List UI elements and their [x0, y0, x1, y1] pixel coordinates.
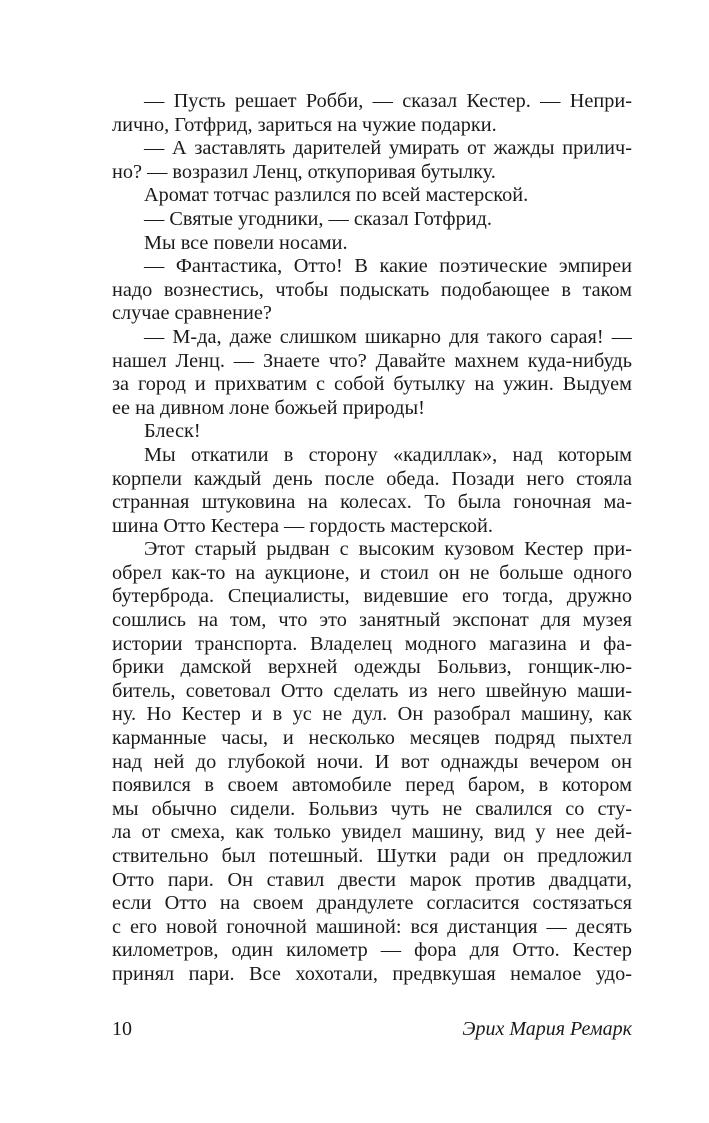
text-line: нашел Ленц. — Знаете что? Давайте махнем куда-нибудь [112, 349, 632, 372]
text-line: карманные часы, и несколько месяцев подряд пыхтел [112, 727, 632, 750]
text-line: Отто пари. Он ставил двести марок против двадцати, [112, 868, 632, 891]
text-line: битель, советовал Отто сделать из него швейную маши- [112, 679, 632, 702]
body-text [112, 90, 632, 987]
text-line: Мы откатили в сторону «кадиллак», над которым [144, 443, 632, 466]
page-footer [112, 1016, 632, 1042]
text-line: принял пари. Все хохотали, предвкушая немалое удо- [112, 962, 632, 985]
text-line: шина Отто Кестера — гордость мастерской. [112, 514, 493, 537]
text-line: если Отто на своем драндулете согласится состязаться [112, 892, 632, 915]
text-line: сошлись на том, что это занятный экспонат для музея [112, 609, 632, 632]
text-line: случае сравнение? [112, 302, 272, 325]
text-line: появился в своем автомобиле перед баром, в котором [112, 774, 632, 797]
text-line: Блеск! [144, 420, 201, 443]
text-line: бутерброда. Специалисты, видевшие его тогда, дружно [112, 585, 632, 608]
text-line: ствительно был потешный. Шутки ради он предложил [112, 845, 632, 867]
text-line: ла от смеха, как только увидел машину, вид у нее дей- [112, 821, 632, 844]
text-line: — М-да, даже слишком шикарно для такого сарая! — [144, 325, 632, 348]
text-line: брики дамской верхней одежды Больвиз, гонщик-лю- [112, 656, 632, 679]
text-line: километров, один километр — фора для Отто. Кестер [112, 939, 632, 962]
text-line: — А заставлять дарителей умирать от жажды прилич- [144, 137, 632, 160]
text-line: корпели каждый день после обеда. Позади него стояла [112, 467, 632, 490]
text-line: истории транспорта. Владелец модного магазина и фа- [112, 632, 632, 655]
text-line: ну. Но Кестер и в ус не дул. Он разобрал машину, как [112, 703, 632, 726]
text-line: над ней до глубокой ночи. И вот однажды вечером он [112, 750, 632, 773]
running-title: Эрих Мария Ремарк [462, 1018, 632, 1040]
text-line: Аромат тотчас разлился по всей мастерской. [144, 184, 529, 207]
text-line: — Фантастика, Отто! В какие поэтические эмпиреи [144, 255, 632, 278]
text-line: — Святые угодники, — сказал Готфрид. [144, 207, 492, 230]
text-line: Этот старый рыдван с высоким кузовом Кестер при- [144, 538, 632, 561]
text-line: обрел как-то на аукционе, и стоил он не больше одного [112, 561, 632, 584]
text-line: странная штуковина на колесах. То была гоночная ма- [112, 491, 632, 514]
page-number: 10 [112, 1018, 132, 1040]
text-line: за город и прихватим с собой бутылку на ужин. Выдуем [112, 373, 632, 396]
text-line: ее на дивном лоне божьей природы! [112, 396, 425, 419]
text-line: но? — возразил Ленц, откупоривая бутылку. [112, 160, 496, 183]
text-line: с его новой гоночной машиной: вся дистанция — десять [112, 915, 632, 938]
text-line: — Пусть решает Робби, — сказал Кестер. — Непри- [144, 90, 632, 112]
text-line: Мы все повели носами. [144, 231, 348, 254]
text-line: лично, Готфрид, зариться на чужие подарки. [112, 113, 497, 136]
text-line: мы обычно сидели. Больвиз чуть не свалился со сту- [112, 797, 632, 820]
text-line: надо вознестись, чтобы подыскать подобающее в таком [112, 278, 632, 301]
